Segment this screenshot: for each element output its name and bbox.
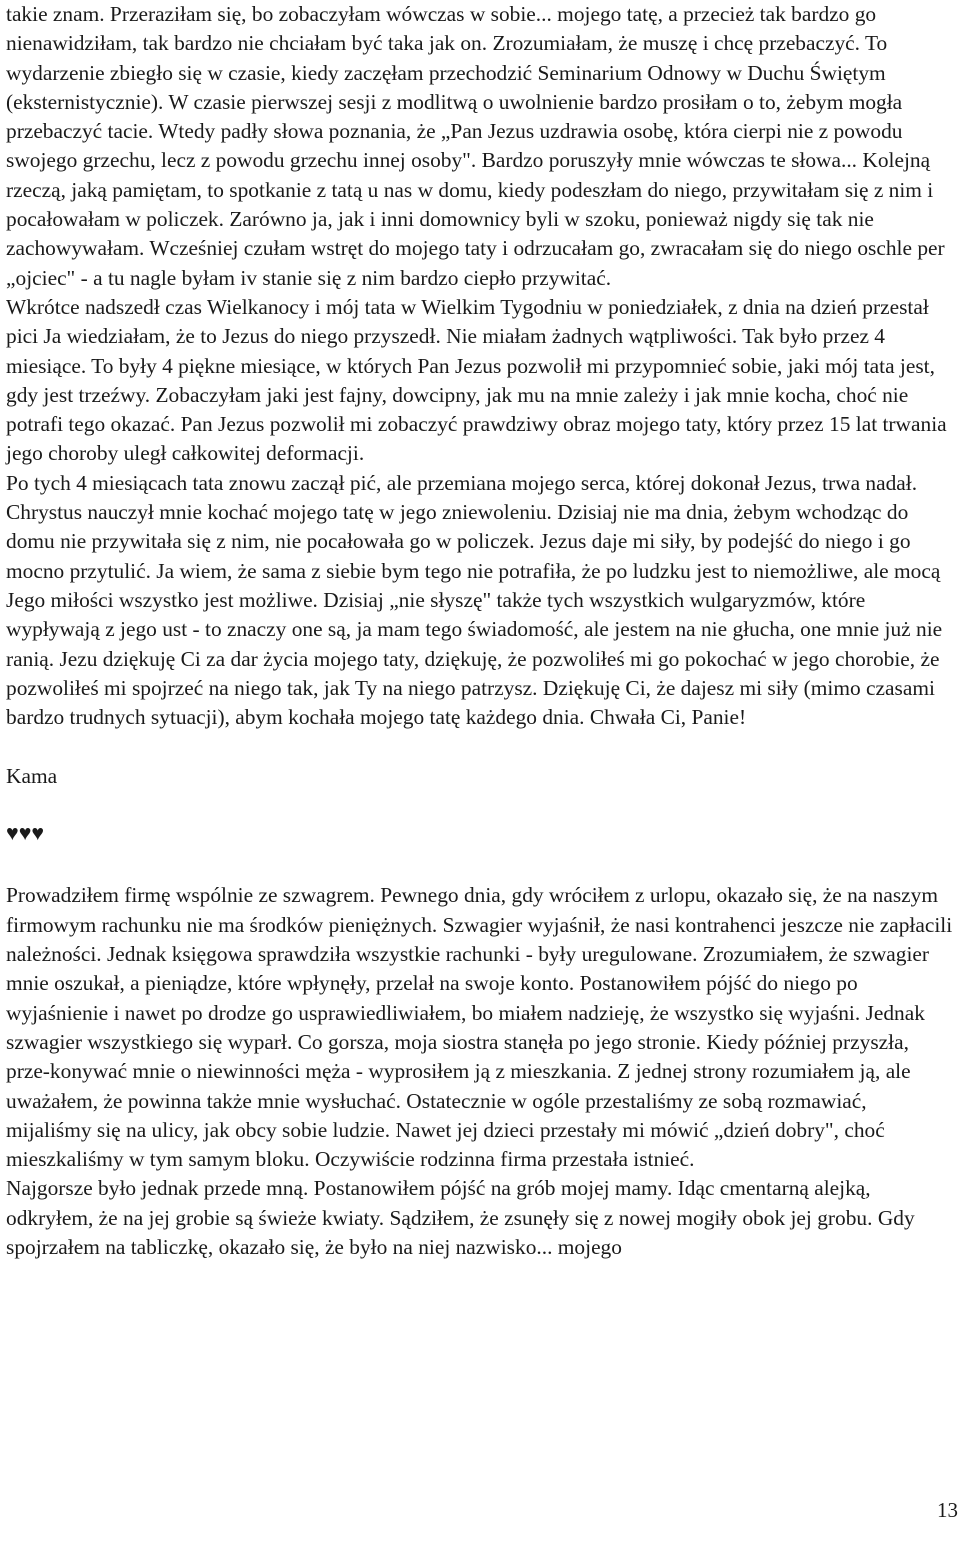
story2-paragraph-2: Najgorsze było jednak przede mną. Postanowiłem pójść na grób mojej mamy. Idąc cmentarną alejką, odkryłem, że na jej grobie są świeże kwiaty. Sądziłem, że zsunęły się z nowej mogiły obok jej grobu. Gdy spojrzałem na tabliczkę, okazało się, że było na niej nazwisko... mojego [6, 1176, 915, 1259]
page-number: 13 [937, 1498, 958, 1522]
hearts-separator-icon: ♥♥♥ [6, 821, 45, 846]
author-signature: Kama [6, 764, 58, 789]
story1-paragraph-3: Po tych 4 miesiącach tata znowu zaczął pić, ale przemiana mojego serca, której dokonał Jezus, trwa nadał. Chrystus nauczył mnie kochać mojego tatę w jego zniewoleniu. Dzisiaj nie ma dnia, żebym wchodząc do domu nie przywitała się z nim, nie pocałowała go w policzek. Jezus daje mi siły, by podejść do niego i go mocno przytulić. Ja wiem, że sama z siebie bym tego nie potrafiła, że po ludzku jest to niemożliwe, ale mocą Jego miłości wszystko jest możliwe. Dzisiaj „nie słyszę" także tych wszystkich wulgaryzmów, które wypływają z jego ust - to znaczy one są, ja mam tego świadomość, ale jestem na nie głucha, one mnie już nie ranią. Jezu dziękuję Ci za dar życia mojego taty, dziękuję, że pozwoliłeś mi go pokochać w jego chorobie, że pozwoliłeś mi spojrzeć na niego tak, jak Ty na niego patrzysz. Dziękuję Ci, że dajesz mi siły (mimo czasami bardzo trudnych sytuacji), abym kochała mojego tatę każdego dnia. Chwała Ci, Panie! [6, 470, 943, 730]
document-page [6, 0, 956, 1262]
story1-paragraph-1: takie znam. Przeraziłam się, bo zobaczyłam wówczas w sobie... mojego tatę, a przecież tak bardzo go nienawidziłam, tak bardzo nie chciałam być taka jak on. Zrozumiałam, że muszę i chcę przebaczyć. To wydarzenie zbiegło się w czasie, kiedy zaczęłam przechodzić Seminarium Odnowy w Duchu Świętym (eksternistycznie). W czasie pierwszej sesji z modlitwą o uwolnienie bardzo prosiłam o to, żebym mogła przebaczyć tacie. Wtedy padły słowa poznania, że „Pan Jezus uzdrawia osobę, która cierpi nie z powodu swojego grzechu, lecz z powodu grzechu innej osoby". Bardzo poruszyły mnie wówczas te słowa... Kolejną rzeczą, jaką pamiętam, to spotkanie z tatą u nas w domu, kiedy podeszłam do niego, przywitałam się z nim i pocałowałam w policzek. Zarówno ja, jak i inni domownicy byli w szoku, ponieważ nigdy się tak nie zachowywałam. Wcześniej czułam wstręt do mojego taty i odrzucałam go, zwracałam się do niego oschle per „ojciec" - a tu nagle byłam iv stanie się z nim bardzo ciepło przywitać. [6, 2, 945, 290]
story2-paragraph-1: Prowadziłem firmę wspólnie ze szwagrem. Pewnego dnia, gdy wróciłem z urlopu, okazało się, że na naszym firmowym rachunku nie ma środków pieniężnych. Szwagier wyjaśnił, że nasi kontrahenci jeszcze nie zapłacili należności. Jednak księgowa sprawdziła wszystkie rachunki - były uregulowane. Zrozumiałem, że szwagier mnie oszukał, a pieniądze, które wpłynęły, przelał na swoje konto. Postanowiłem pójść do niego po wyjaśnienie i nawet po drodze go usprawiedliwiałem, bo miałem nadzieję, że wszystko się wyjaśni. Jednak szwagier wszystkiego się wyparł. Co gorsza, moja siostra stanęła po jego stronie. Kiedy później przyszła, prze-konywać mnie o niewinności męża - wyprosiłem ją z mieszkania. Z jednej strony rozumiałem ją, ale uważałem, że powinna także mnie wysłuchać. Ostatecznie w ogóle przestaliśmy ze sobą rozmawiać, mijaliśmy się na ulicy, jak obcy sobie ludzie. Nawet jej dzieci przestały mi mówić „dzień dobry", choć mieszkaliśmy w tym samym bloku. Oczywiście rodzinna firma przestała istnieć. [6, 883, 953, 1172]
story1-paragraph-2: Wkrótce nadszedł czas Wielkanocy i mój tata w Wielkim Tygodniu w poniedziałek, z dnia na dzień przestał pici Ja wiedziałam, że to Jezus do niego przyszedł. Nie miałam żadnych wątpliwości. Tak było przez 4 miesiące. To były 4 piękne miesiące, w których Pan Jezus pozwolił mi przypomnieć sobie, jaki mój tata jest, gdy jest trzeźwy. Zobaczyłam jaki jest fajny, dowcipny, jak mu na mnie zależy i jak mnie kocha, choć nie potrafi tego okazać. Pan Jezus pozwolił mi zobaczyć prawdziwy obraz mojego taty, który przez 15 lat trwania jego choroby uległ całkowitej deformacji. [6, 294, 947, 466]
